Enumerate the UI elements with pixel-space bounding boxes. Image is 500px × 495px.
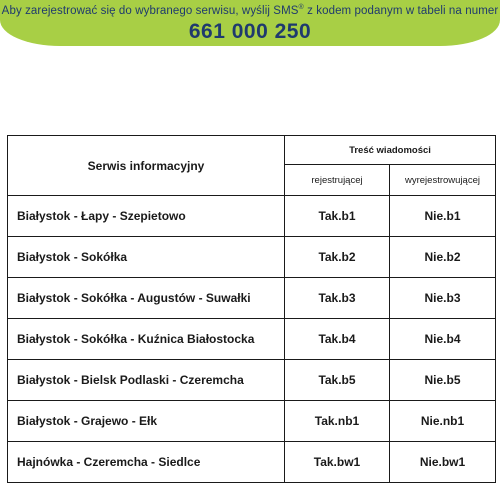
table-row bbox=[8, 442, 496, 483]
header-register: rejestrującej bbox=[285, 165, 390, 196]
table-row bbox=[8, 319, 496, 360]
service-name-cell: Białystok - Bielsk Podlaski - Czeremcha bbox=[8, 360, 285, 401]
register-code-cell: Tak.b2 bbox=[285, 237, 390, 278]
register-code-cell: Tak.b5 bbox=[285, 360, 390, 401]
header-unregister: wyrejestrowującej bbox=[390, 165, 496, 196]
service-name-cell: Białystok - Sokółka bbox=[8, 237, 285, 278]
service-name-cell: Białystok - Łapy - Szepietowo bbox=[8, 196, 285, 237]
instruction-superscript: ® bbox=[298, 4, 304, 11]
services-table bbox=[7, 135, 496, 483]
unregister-code-cell: Nie.nb1 bbox=[390, 401, 496, 442]
service-name-cell: Hajnówka - Czeremcha - Siedlce bbox=[8, 442, 285, 483]
sms-instruction-text bbox=[0, 4, 500, 17]
table-row bbox=[8, 237, 496, 278]
service-name-cell: Białystok - Sokółka - Augustów - Suwałki bbox=[8, 278, 285, 319]
sms-number: 661 000 250 bbox=[188, 20, 312, 43]
table-row bbox=[8, 360, 496, 401]
register-code-cell: Tak.bw1 bbox=[285, 442, 390, 483]
register-code-cell: Tak.b4 bbox=[285, 319, 390, 360]
instruction-text: Aby zarejestrować się do wybranego serwisu, wyślij SMS bbox=[1, 4, 299, 17]
unregister-code-cell: Nie.bw1 bbox=[390, 442, 496, 483]
register-code-cell: Tak.b1 bbox=[285, 196, 390, 237]
table-row bbox=[8, 401, 496, 442]
table-body bbox=[8, 196, 496, 483]
service-name-cell: Białystok - Sokółka - Kuźnica Białostocka bbox=[8, 319, 285, 360]
unregister-code-cell: Nie.b2 bbox=[390, 237, 496, 278]
unregister-code-cell: Nie.b5 bbox=[390, 360, 496, 401]
unregister-code-cell: Nie.b3 bbox=[390, 278, 496, 319]
register-code-cell: Tak.b3 bbox=[285, 278, 390, 319]
unregister-code-cell: Nie.b1 bbox=[390, 196, 496, 237]
table-row bbox=[8, 278, 496, 319]
header-message-content: Treść wiadomości bbox=[285, 136, 496, 165]
sms-instruction-banner bbox=[0, 0, 500, 46]
header-service: Serwis informacyjny bbox=[8, 136, 285, 196]
unregister-code-cell: Nie.b4 bbox=[390, 319, 496, 360]
service-name-cell: Białystok - Grajewo - Ełk bbox=[8, 401, 285, 442]
table-row bbox=[8, 196, 496, 237]
instruction-text-tail: z kodem podanym w tabeli na numer bbox=[303, 4, 499, 17]
register-code-cell: Tak.nb1 bbox=[285, 401, 390, 442]
